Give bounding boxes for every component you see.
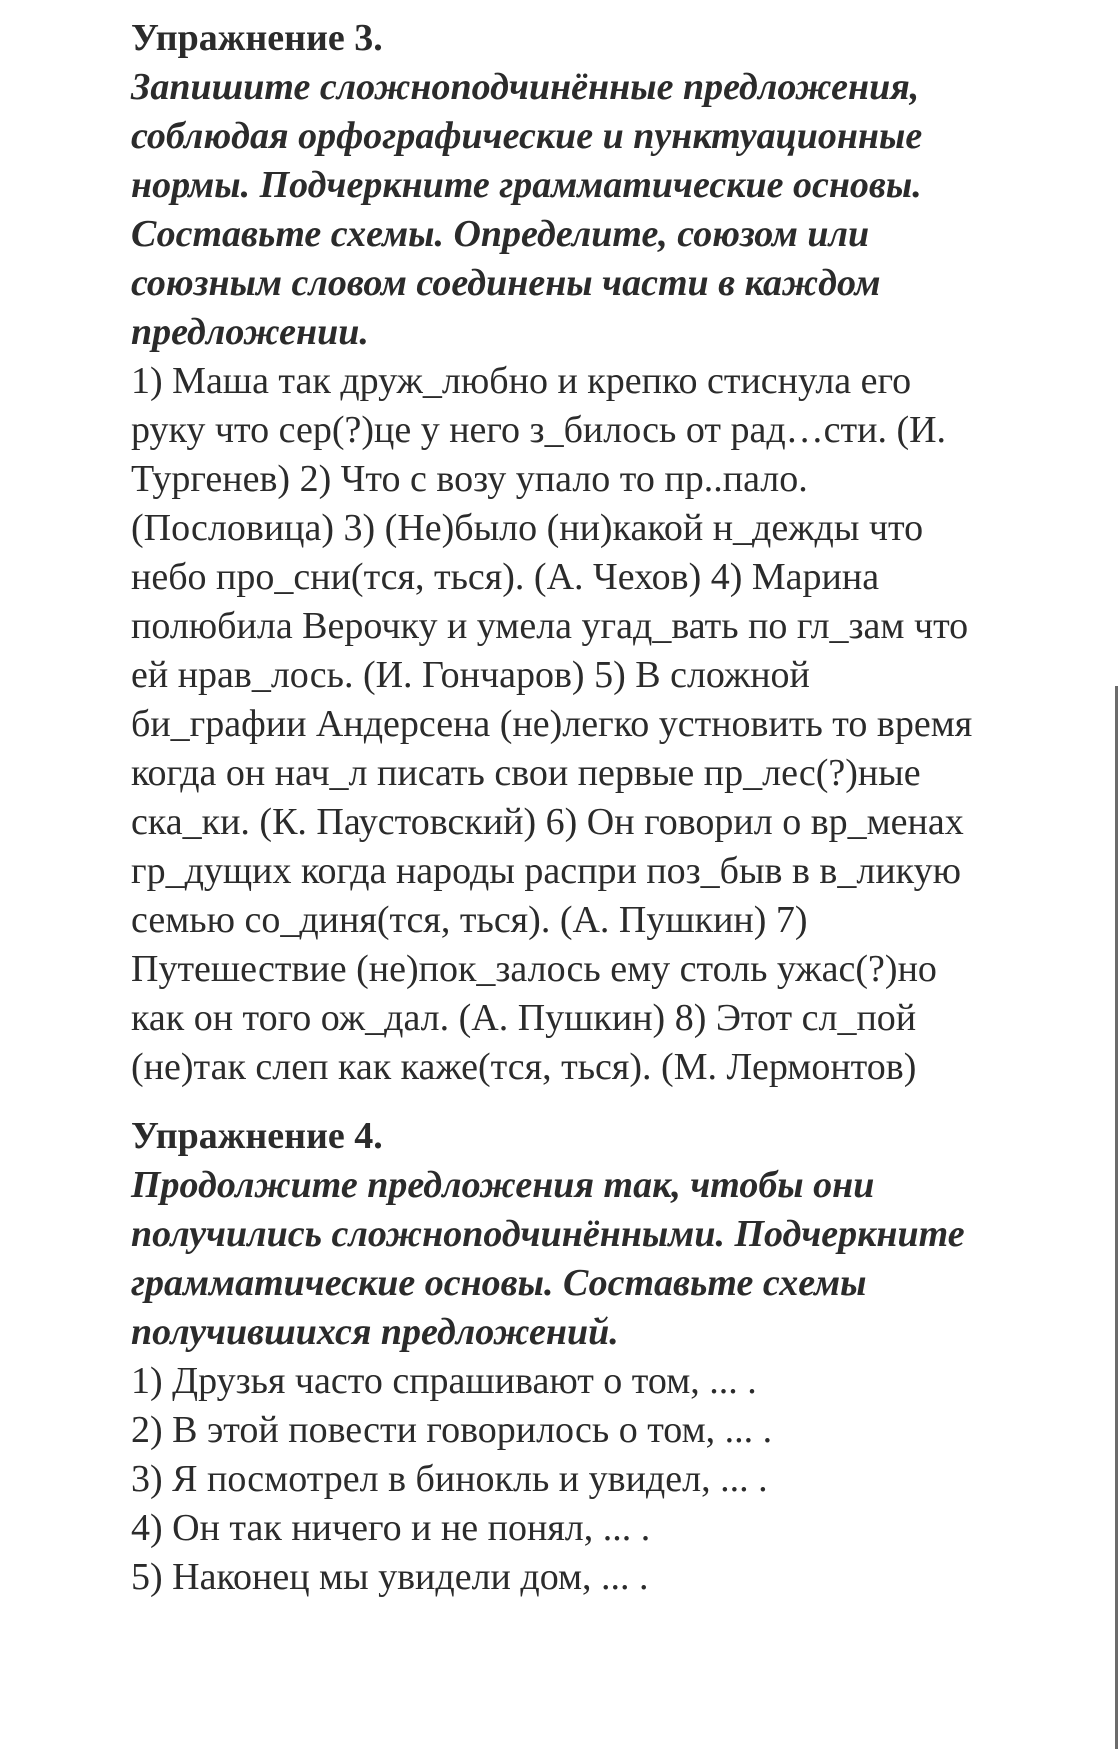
text-line: Тургенев) 2) Что с возу упало то пр..пало.: [131, 458, 808, 500]
exercise-3-instruction: [131, 63, 1061, 357]
exercise-4-title: Упражнение 4.: [131, 1115, 383, 1157]
instruction-line: Составьте схемы. Определите, союзом или: [131, 213, 870, 255]
text-line: 1) Маша так друж_любно и крепко стиснула его: [131, 360, 912, 402]
list-item: 1) Друзья часто спрашивают о том, ... .: [131, 1360, 757, 1402]
text-line: небо про_сни(тся, ться). (А. Чехов) 4) Марина: [131, 556, 880, 598]
list-item: 2) В этой повести говорилось о том, ... .: [131, 1409, 773, 1451]
text-line: семью со_диня(тся, ться). (А. Пушкин) 7): [131, 899, 808, 941]
instruction-line: Запишите сложноподчинённые предложения,: [131, 66, 920, 108]
instruction-line: получились сложноподчинёнными. Подчеркните: [131, 1213, 965, 1255]
text-line: (не)так слеп как каже(тся, ться). (М. Лермонтов): [131, 1046, 917, 1088]
exercise-4: [131, 1112, 1061, 1602]
list-item: 3) Я посмотрел в бинокль и увидел, ... .: [131, 1458, 768, 1500]
text-line: ска_ки. (К. Паустовский) 6) Он говорил о вр_менах: [131, 801, 964, 843]
exercise-4-instruction: [131, 1161, 1061, 1357]
instruction-line: союзным словом соединены части в каждом: [131, 262, 881, 304]
text-line: когда он нач_л писать свои первые пр_лес(?)ные: [131, 752, 921, 794]
text-line: полюбила Верочку и умела угад_вать по гл_зам что: [131, 605, 969, 647]
instruction-line: соблюдая орфографические и пунктуационные: [131, 115, 923, 157]
text-line: би_графии Андерсена (не)легко устновить то время: [131, 703, 973, 745]
instruction-line: нормы. Подчеркните грамматические основы.: [131, 164, 922, 206]
document-page: [131, 14, 1061, 1602]
text-line: как он того ож_дал. (А. Пушкин) 8) Этот сл_пой: [131, 997, 917, 1039]
text-line: (Пословица) 3) (Не)было (ни)какой н_дежды что: [131, 507, 924, 549]
list-item: 4) Он так ничего и не понял, ... .: [131, 1507, 651, 1549]
text-line: ей нрав_лось. (И. Гончаров) 5) В сложной: [131, 654, 810, 696]
instruction-line: предложении.: [131, 311, 369, 353]
instruction-line: получившихся предложений.: [131, 1311, 619, 1353]
exercise-3-title: Упражнение 3.: [131, 17, 383, 59]
section-spacer: [131, 1092, 1061, 1112]
text-line: гр_дущих когда народы распри поз_быв в в_ликую: [131, 850, 961, 892]
instruction-line: грамматические основы. Составьте схемы: [131, 1262, 867, 1304]
text-line: руку что сер(?)це у него з_билось от рад…сти. (И.: [131, 409, 947, 451]
exercise-3-sentences: [131, 357, 1061, 1092]
instruction-line: Продолжите предложения так, чтобы они: [131, 1164, 875, 1206]
list-item: 5) Наконец мы увидели дом, ... .: [131, 1556, 649, 1598]
exercise-4-items: [131, 1357, 1061, 1602]
exercise-3: [131, 14, 1061, 1092]
text-line: Путешествие (не)пок_залось ему столь ужас(?)но: [131, 948, 937, 990]
